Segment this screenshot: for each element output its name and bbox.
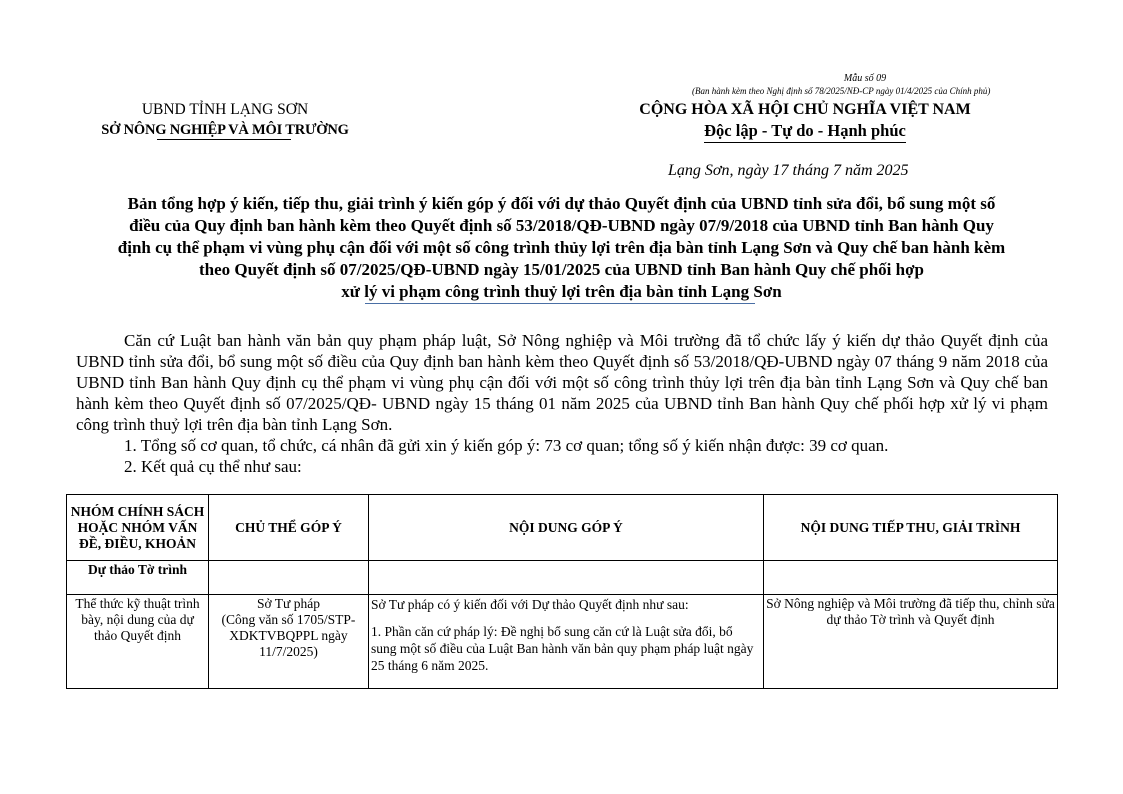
title-line: định cụ thể phạm vi vùng phụ cận đối với một số công trình thủy lợi trên địa bàn tỉnh Lạng Sơn và Quy chế ban hành kèm bbox=[117, 238, 1006, 257]
national-header bbox=[610, 99, 1000, 143]
national-motto: Độc lập - Tự do - Hạnh phúc bbox=[704, 120, 906, 143]
contributor-name: Sở Tư pháp bbox=[257, 596, 320, 611]
content-item: 1. Phần căn cứ pháp lý: Đề nghị bổ sung căn cứ là Luật sửa đổi, bổ sung một số điều của Luật Ban hành văn bản quy phạm pháp luật ngày 25 tháng 6 năm 2025. bbox=[371, 624, 754, 673]
contributor-cell bbox=[209, 595, 369, 689]
document-date: Lạng Sơn, ngày 17 tháng 7 năm 2025 bbox=[668, 162, 909, 179]
column-header-content: NỘI DUNG GÓP Ý bbox=[369, 495, 764, 561]
table-header-row bbox=[67, 495, 1058, 561]
feedback-table bbox=[66, 494, 1058, 689]
document-title bbox=[70, 193, 1053, 303]
column-header-group: NHÓM CHÍNH SÁCH HOẶC NHÓM VẤN ĐỀ, ĐIỀU, KHOẢN bbox=[67, 495, 209, 561]
nation-name: CỘNG HÒA XÃ HỘI CHỦ NGHĨA VIỆT NAM bbox=[639, 101, 971, 118]
title-underline bbox=[365, 303, 755, 304]
issuing-agency-block bbox=[70, 100, 380, 140]
form-number: Mẫu số 09 bbox=[843, 73, 887, 84]
title-line: theo Quyết định số 07/2025/QĐ-UBND ngày 15/01/2025 của UBND tỉnh Ban hành Quy chế phối hợp bbox=[199, 260, 924, 279]
table-cell bbox=[369, 561, 764, 595]
summary-item-1: 1. Tổng số cơ quan, tổ chức, cá nhân đã gửi xin ý kiến góp ý: 73 cơ quan; tổng số ý kiến nhận được: 39 cơ quan. bbox=[124, 436, 889, 455]
table-row bbox=[67, 595, 1058, 689]
contributor-reference: (Công văn số 1705/STP-XDKTVBQPPL ngày 11/7/2025) bbox=[221, 612, 356, 659]
form-legal-note: (Ban hành kèm theo Nghị định số 78/2025/NĐ-CP ngày 01/4/2025 của Chính phủ) bbox=[692, 86, 991, 96]
agency-underline bbox=[157, 139, 291, 140]
agency-name: SỞ NÔNG NGHIỆP VÀ MÔI TRƯỜNG bbox=[101, 122, 349, 138]
column-header-response: NỘI DUNG TIẾP THU, GIẢI TRÌNH bbox=[764, 495, 1058, 561]
title-line: điều của Quy định ban hành kèm theo Quyết định số 53/2018/QĐ-UBND ngày 07/9/2018 của UBND tỉnh Ban hành Quy bbox=[129, 216, 994, 235]
title-line: Bản tổng hợp ý kiến, tiếp thu, giải trình ý kiến góp ý đối với dự thảo Quyết định của UBND tỉnh sửa đổi, bổ sung một số bbox=[127, 194, 996, 213]
draft-row-label: Dự thảo Tờ trình bbox=[67, 561, 209, 595]
document-body bbox=[76, 330, 1048, 477]
column-header-contributor: CHỦ THỂ GÓP Ý bbox=[209, 495, 369, 561]
table-cell bbox=[764, 561, 1058, 595]
summary-item-2: 2. Kết quả cụ thể như sau: bbox=[124, 457, 302, 476]
content-intro: Sở Tư pháp có ý kiến đối với Dự thảo Quyết định như sau: bbox=[371, 597, 689, 612]
agency-parent: UBND TỈNH LẠNG SƠN bbox=[141, 101, 309, 118]
title-line: xử lý vi phạm công trình thuỷ lợi trên địa bàn tỉnh Lạng Sơn bbox=[341, 282, 782, 301]
intro-paragraph: Căn cứ Luật ban hành văn bản quy phạm pháp luật, Sở Nông nghiệp và Môi trường đã tổ chức lấy ý kiến dự thảo Quyết định của UBND tỉnh sửa đổi, bổ sung một số điều của Quy định ban hành kèm theo Quyết định số 53/2018/QĐ-UBND ngày 07 tháng 9 năm 2018 của UBND tỉnh Ban hành Quy định cụ thể phạm vi vùng phụ cận đối với một số công trình thủy lợi trên địa bàn tỉnh Lạng Sơn và Quy chế ban hành kèm theo Quyết định số 07/2025/QĐ- UBND ngày 15 tháng 01 năm 2025 của UBND tỉnh Ban hành Quy chế phối hợp xử lý vi phạm công trình thuỷ lợi trên địa bàn tỉnh Lạng Sơn. bbox=[76, 331, 1048, 434]
table-row bbox=[67, 561, 1058, 595]
group-cell: Thể thức kỹ thuật trình bày, nội dung của dự thảo Quyết định bbox=[67, 595, 209, 689]
response-cell: Sở Nông nghiệp và Môi trường đã tiếp thu, chỉnh sửa dự thảo Tờ trình và Quyết định bbox=[764, 595, 1058, 689]
content-cell bbox=[369, 595, 764, 689]
table-cell bbox=[209, 561, 369, 595]
